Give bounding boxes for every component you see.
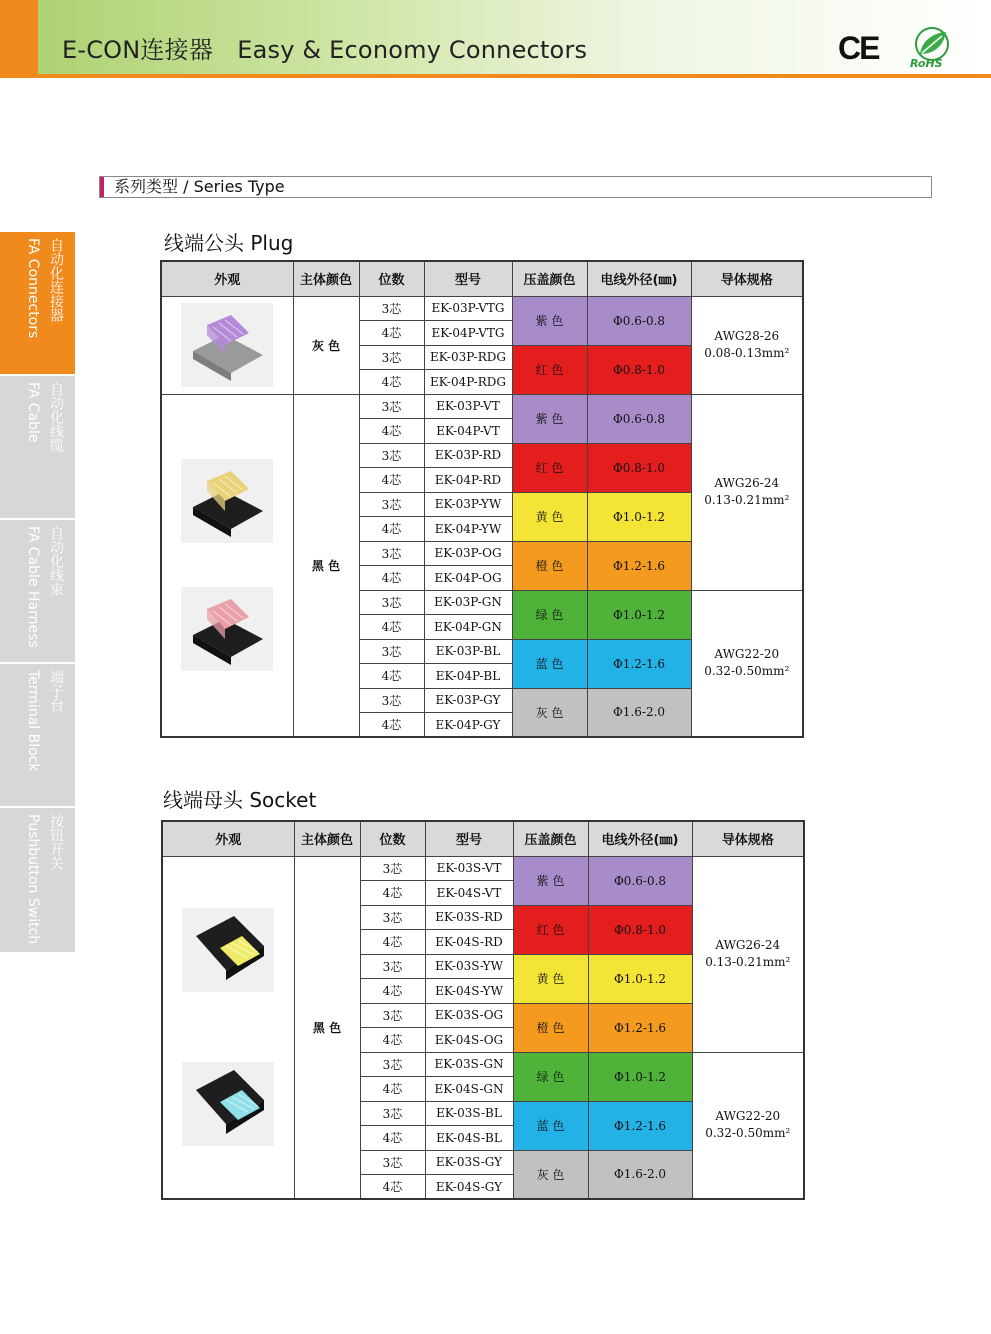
model-cell: EK-04S-VT	[425, 881, 513, 906]
connector-photo	[163, 908, 294, 992]
conductor-spec-cell	[691, 590, 803, 737]
column-header: 压盖颜色	[512, 261, 587, 296]
pins-cell: 3芯	[359, 492, 424, 517]
model-cell: EK-04S-OG	[425, 1028, 513, 1053]
model-cell: EK-03P-OG	[424, 541, 512, 566]
model-cell: EK-04P-RDG	[424, 370, 512, 395]
wire-diameter-cell: Φ0.6-0.8	[588, 856, 692, 905]
wire-diameter-cell: Φ0.8-1.0	[587, 443, 691, 492]
table-row	[161, 296, 803, 321]
side-tab-label-en: FA Cable	[25, 382, 41, 443]
model-cell: EK-03S-GY	[425, 1150, 513, 1175]
pins-cell: 4芯	[359, 517, 424, 542]
wire-diameter-cell: Φ0.8-1.0	[588, 905, 692, 954]
side-tab-2[interactable]	[0, 520, 75, 664]
wire-diameter-cell: Φ1.6-2.0	[587, 688, 691, 737]
lid-color-cell: 灰 色	[512, 688, 587, 737]
model-cell: EK-04P-GY	[424, 713, 512, 738]
side-tab-label-cn: 按钮开关	[48, 814, 64, 870]
body-color-cell: 黑 色	[293, 394, 359, 737]
wire-diameter-cell: Φ1.0-1.2	[588, 954, 692, 1003]
model-cell: EK-04S-RD	[425, 930, 513, 955]
wire-diameter-cell: Φ1.0-1.2	[588, 1052, 692, 1101]
column-header: 导体规格	[692, 821, 804, 856]
model-cell: EK-03P-GN	[424, 590, 512, 615]
wire-diameter-cell: Φ1.2-1.6	[587, 639, 691, 688]
conductor-spec-cell	[691, 394, 803, 590]
header-accent	[0, 0, 38, 74]
lid-color-cell: 紫 色	[512, 394, 587, 443]
model-cell: EK-03S-YW	[425, 954, 513, 979]
awg-range: AWG26-24	[714, 476, 780, 490]
lid-color-cell: 黄 色	[513, 954, 588, 1003]
column-header: 主体颜色	[293, 261, 359, 296]
model-cell: EK-04P-GN	[424, 615, 512, 640]
awg-range: AWG26-24	[715, 938, 781, 952]
pins-cell: 3芯	[359, 541, 424, 566]
column-header: 型号	[425, 821, 513, 856]
side-tab-label-cn: 自动化线束	[48, 526, 64, 596]
column-header: 位数	[359, 261, 424, 296]
page-header	[0, 0, 991, 74]
pins-cell: 4芯	[359, 566, 424, 591]
ce-mark-icon: CE	[838, 30, 879, 66]
body-color-cell: 黑 色	[294, 856, 360, 1199]
conductor-spec-cell	[692, 856, 804, 1052]
awg-range: AWG22-20	[714, 647, 780, 662]
lid-color-cell: 红 色	[513, 905, 588, 954]
pins-cell: 3芯	[360, 1150, 425, 1175]
model-cell: EK-04P-VT	[424, 419, 512, 444]
awg-range: AWG28-26	[714, 329, 780, 343]
wire-diameter-cell: Φ1.0-1.2	[587, 590, 691, 639]
model-cell: EK-03P-VTG	[424, 296, 512, 321]
pins-cell: 3芯	[359, 296, 424, 321]
connector-photo	[162, 587, 293, 671]
side-tab-label-en: Pushbutton Switch	[25, 814, 41, 945]
connector-photo	[163, 1062, 294, 1146]
cross-section-area: 0.32-0.50mm²	[704, 664, 790, 679]
lid-color-cell: 紫 色	[513, 856, 588, 905]
lid-color-cell: 橙 色	[512, 541, 587, 590]
pins-cell: 3芯	[359, 345, 424, 370]
pins-cell: 3芯	[360, 1003, 425, 1028]
product-photo-cell	[162, 856, 294, 1199]
header-row	[161, 261, 803, 296]
side-tab-label-en: FA Connectors	[25, 238, 41, 339]
header-row	[162, 821, 804, 856]
section-title-bar	[99, 176, 932, 198]
pins-cell: 4芯	[360, 881, 425, 906]
pins-cell: 4芯	[359, 321, 424, 346]
lid-color-cell: 绿 色	[512, 590, 587, 639]
model-cell: EK-03P-VT	[424, 394, 512, 419]
product-photo-cell	[161, 394, 293, 737]
side-tab-3[interactable]	[0, 664, 75, 808]
column-header: 电线外径(㎜)	[588, 821, 692, 856]
lid-color-cell: 绿 色	[513, 1052, 588, 1101]
plug-heading: 线端公头 Plug	[164, 231, 294, 255]
connector-photo	[162, 459, 293, 543]
wire-diameter-cell: Φ0.6-0.8	[587, 296, 691, 345]
model-cell: EK-03P-RD	[424, 443, 512, 468]
wire-diameter-cell: Φ0.8-1.0	[587, 345, 691, 394]
model-cell: EK-03S-BL	[425, 1101, 513, 1126]
lid-color-cell: 红 色	[512, 345, 587, 394]
lid-color-cell: 紫 色	[512, 296, 587, 345]
model-cell: EK-04S-BL	[425, 1126, 513, 1151]
column-header: 型号	[424, 261, 512, 296]
wire-diameter-cell: Φ1.6-2.0	[588, 1150, 692, 1199]
model-cell: EK-03S-RD	[425, 905, 513, 930]
model-cell: EK-04S-GY	[425, 1175, 513, 1200]
column-header: 导体规格	[691, 261, 803, 296]
pins-cell: 3芯	[359, 590, 424, 615]
column-header: 外观	[161, 261, 293, 296]
column-header: 压盖颜色	[513, 821, 588, 856]
pins-cell: 4芯	[359, 615, 424, 640]
column-header: 外观	[162, 821, 294, 856]
pins-cell: 4芯	[359, 664, 424, 689]
cross-section-area: 0.13-0.21mm²	[705, 955, 791, 969]
pins-cell: 3芯	[359, 394, 424, 419]
table-row	[162, 856, 804, 881]
model-cell: EK-04P-BL	[424, 664, 512, 689]
page-title: E-CON连接器 Easy & Economy Connectors	[62, 36, 588, 64]
cross-section-area: 0.13-0.21mm²	[704, 493, 790, 507]
side-tab-1[interactable]	[0, 376, 75, 520]
rohs-leaf-icon	[908, 26, 954, 68]
conductor-spec-cell	[691, 296, 803, 394]
column-header: 位数	[360, 821, 425, 856]
pins-cell: 4芯	[360, 930, 425, 955]
pins-cell: 4芯	[360, 1028, 425, 1053]
side-tab-label-en: Terminal Block	[25, 670, 41, 772]
model-cell: EK-03P-RDG	[424, 345, 512, 370]
pins-cell: 3芯	[360, 954, 425, 979]
conductor-spec-cell	[692, 1052, 804, 1199]
model-cell: EK-04P-RD	[424, 468, 512, 493]
table-row	[161, 394, 803, 419]
pins-cell: 4芯	[359, 468, 424, 493]
pins-cell: 4芯	[360, 1126, 425, 1151]
pins-cell: 3芯	[359, 443, 424, 468]
side-tab-0[interactable]	[0, 232, 75, 376]
model-cell: EK-04P-YW	[424, 517, 512, 542]
model-cell: EK-04P-OG	[424, 566, 512, 591]
socket-heading: 线端母头 Socket	[163, 788, 317, 812]
pins-cell: 3芯	[360, 905, 425, 930]
lid-color-cell: 蓝 色	[512, 639, 587, 688]
wire-diameter-cell: Φ1.2-1.6	[587, 541, 691, 590]
connector-photo	[162, 303, 293, 387]
side-tab-label-cn: 自动化连接器	[48, 238, 64, 322]
pins-cell: 4芯	[360, 1175, 425, 1200]
pins-cell: 3芯	[360, 1101, 425, 1126]
column-header: 主体颜色	[294, 821, 360, 856]
pins-cell: 3芯	[360, 856, 425, 881]
model-cell: EK-03S-GN	[425, 1052, 513, 1077]
model-cell: EK-04P-VTG	[424, 321, 512, 346]
header-rule	[0, 74, 991, 78]
lid-color-cell: 蓝 色	[513, 1101, 588, 1150]
pins-cell: 3芯	[360, 1052, 425, 1077]
wire-diameter-cell: Φ1.2-1.6	[588, 1101, 692, 1150]
lid-color-cell: 橙 色	[513, 1003, 588, 1052]
lid-color-cell: 黄 色	[512, 492, 587, 541]
model-cell: EK-03P-BL	[424, 639, 512, 664]
section-marker	[100, 177, 104, 197]
cross-section-area: 0.32-0.50mm²	[705, 1126, 791, 1141]
side-tab-label-cn: 端子台	[48, 670, 64, 712]
model-cell: EK-03S-VT	[425, 856, 513, 881]
body-color-cell: 灰 色	[293, 296, 359, 394]
wire-diameter-cell: Φ1.0-1.2	[587, 492, 691, 541]
wire-diameter-cell: Φ0.6-0.8	[587, 394, 691, 443]
model-cell: EK-03S-OG	[425, 1003, 513, 1028]
wire-diameter-cell: Φ1.2-1.6	[588, 1003, 692, 1052]
pins-cell: 4芯	[360, 979, 425, 1004]
product-photo-cell	[161, 296, 293, 394]
lid-color-cell: 红 色	[512, 443, 587, 492]
lid-color-cell: 灰 色	[513, 1150, 588, 1199]
side-tab-4[interactable]	[0, 808, 75, 954]
column-header: 电线外径(㎜)	[587, 261, 691, 296]
pins-cell: 4芯	[359, 419, 424, 444]
pins-cell: 3芯	[359, 688, 424, 713]
side-tab-label-cn: 自动化线缆	[48, 382, 64, 452]
awg-range: AWG22-20	[715, 1109, 781, 1124]
model-cell: EK-03P-GY	[424, 688, 512, 713]
side-tab-label-en: FA Cable Harness	[25, 526, 41, 648]
pins-cell: 4芯	[360, 1077, 425, 1102]
pins-cell: 3芯	[359, 639, 424, 664]
pins-cell: 4芯	[359, 370, 424, 395]
model-cell: EK-03P-YW	[424, 492, 512, 517]
pins-cell: 4芯	[359, 713, 424, 738]
svg-text:RoHS: RoHS	[910, 57, 943, 68]
section-title: 系列类型 / Series Type	[114, 177, 285, 196]
cross-section-area: 0.08-0.13mm²	[704, 346, 790, 360]
socket-spec-table	[161, 820, 805, 1200]
model-cell: EK-04S-YW	[425, 979, 513, 1004]
model-cell: EK-04S-GN	[425, 1077, 513, 1102]
plug-spec-table	[160, 260, 804, 738]
